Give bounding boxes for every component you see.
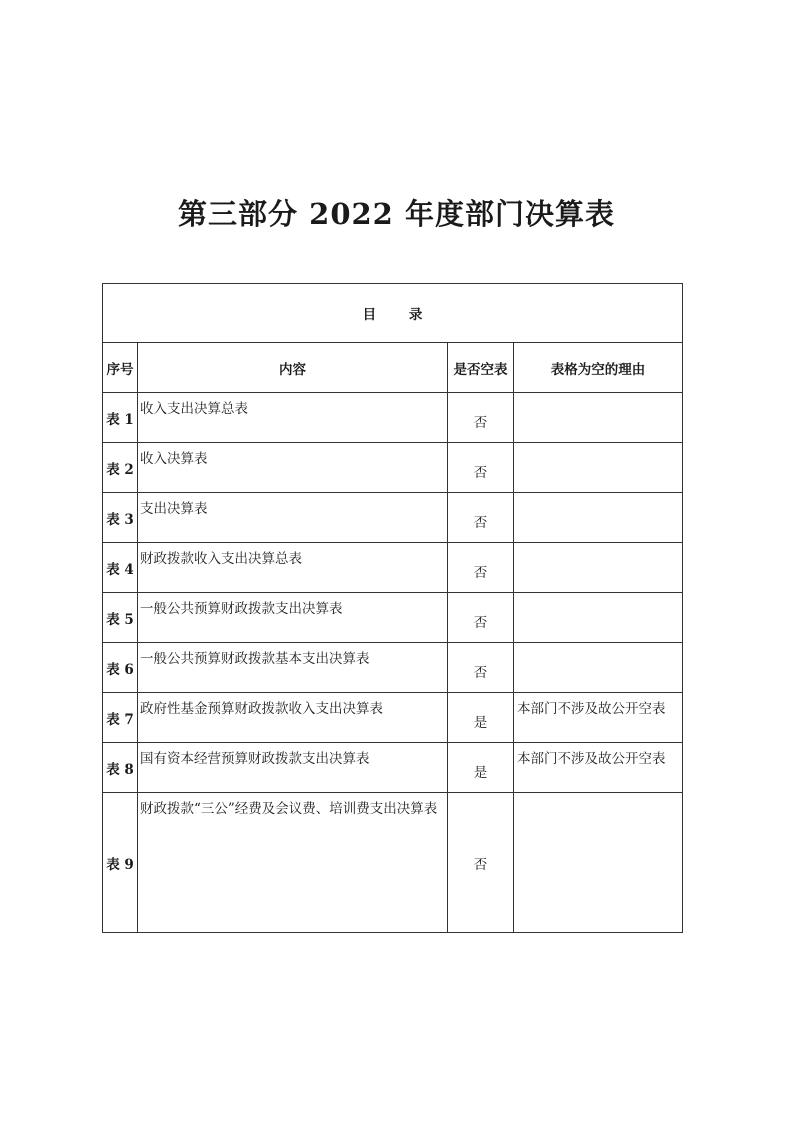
row-empty-flag: 否: [448, 493, 514, 543]
row-num: 表 9: [103, 793, 138, 933]
row-content: 国有资本经营预算财政拨款支出决算表: [138, 743, 448, 793]
row-content: 支出决算表: [138, 493, 448, 543]
row-reason: [514, 443, 683, 493]
header-num: 序号: [103, 343, 138, 393]
row-reason: [514, 393, 683, 443]
row-reason: [514, 793, 683, 933]
row-reason: [514, 493, 683, 543]
row-num: 表 8: [103, 743, 138, 793]
header-content: 内容: [138, 343, 448, 393]
row-reason: [514, 643, 683, 693]
row-num: 表 7: [103, 693, 138, 743]
toc-caption: 目 录: [103, 284, 683, 343]
row-content: 收入支出决算总表: [138, 393, 448, 443]
row-reason: 本部门不涉及故公开空表: [514, 743, 683, 793]
row-content: 一般公共预算财政拨款支出决算表: [138, 593, 448, 643]
row-content: 政府性基金预算财政拨款收入支出决算表: [138, 693, 448, 743]
row-reason: [514, 543, 683, 593]
toc-table: [102, 283, 683, 933]
row-reason: 本部门不涉及故公开空表: [514, 693, 683, 743]
row-empty-flag: 否: [448, 793, 514, 933]
table-row: [103, 643, 683, 693]
row-num: 表 1: [103, 393, 138, 443]
table-row: [103, 443, 683, 493]
row-num: 表 4: [103, 543, 138, 593]
row-content: 收入决算表: [138, 443, 448, 493]
row-reason: [514, 593, 683, 643]
table-row: [103, 793, 683, 933]
row-num: 表 6: [103, 643, 138, 693]
header-reason: 表格为空的理由: [514, 343, 683, 393]
toc-header-row: [103, 343, 683, 393]
row-num: 表 5: [103, 593, 138, 643]
row-empty-flag: 否: [448, 543, 514, 593]
header-empty: 是否空表: [448, 343, 514, 393]
row-content: 财政拨款收入支出决算总表: [138, 543, 448, 593]
toc-caption-row: [103, 284, 683, 343]
page-title: 第三部分 2022 年度部门决算表: [178, 197, 615, 231]
table-row: [103, 693, 683, 743]
row-content: 财政拨款“三公”经费及会议费、培训费支出决算表: [138, 793, 448, 933]
table-row: [103, 543, 683, 593]
row-num: 表 3: [103, 493, 138, 543]
row-empty-flag: 否: [448, 443, 514, 493]
row-content: 一般公共预算财政拨款基本支出决算表: [138, 643, 448, 693]
table-row: [103, 493, 683, 543]
table-row: [103, 393, 683, 443]
row-empty-flag: 是: [448, 743, 514, 793]
row-empty-flag: 是: [448, 693, 514, 743]
row-empty-flag: 否: [448, 593, 514, 643]
row-num: 表 2: [103, 443, 138, 493]
row-empty-flag: 否: [448, 643, 514, 693]
table-row: [103, 593, 683, 643]
table-row: [103, 743, 683, 793]
row-empty-flag: 否: [448, 393, 514, 443]
